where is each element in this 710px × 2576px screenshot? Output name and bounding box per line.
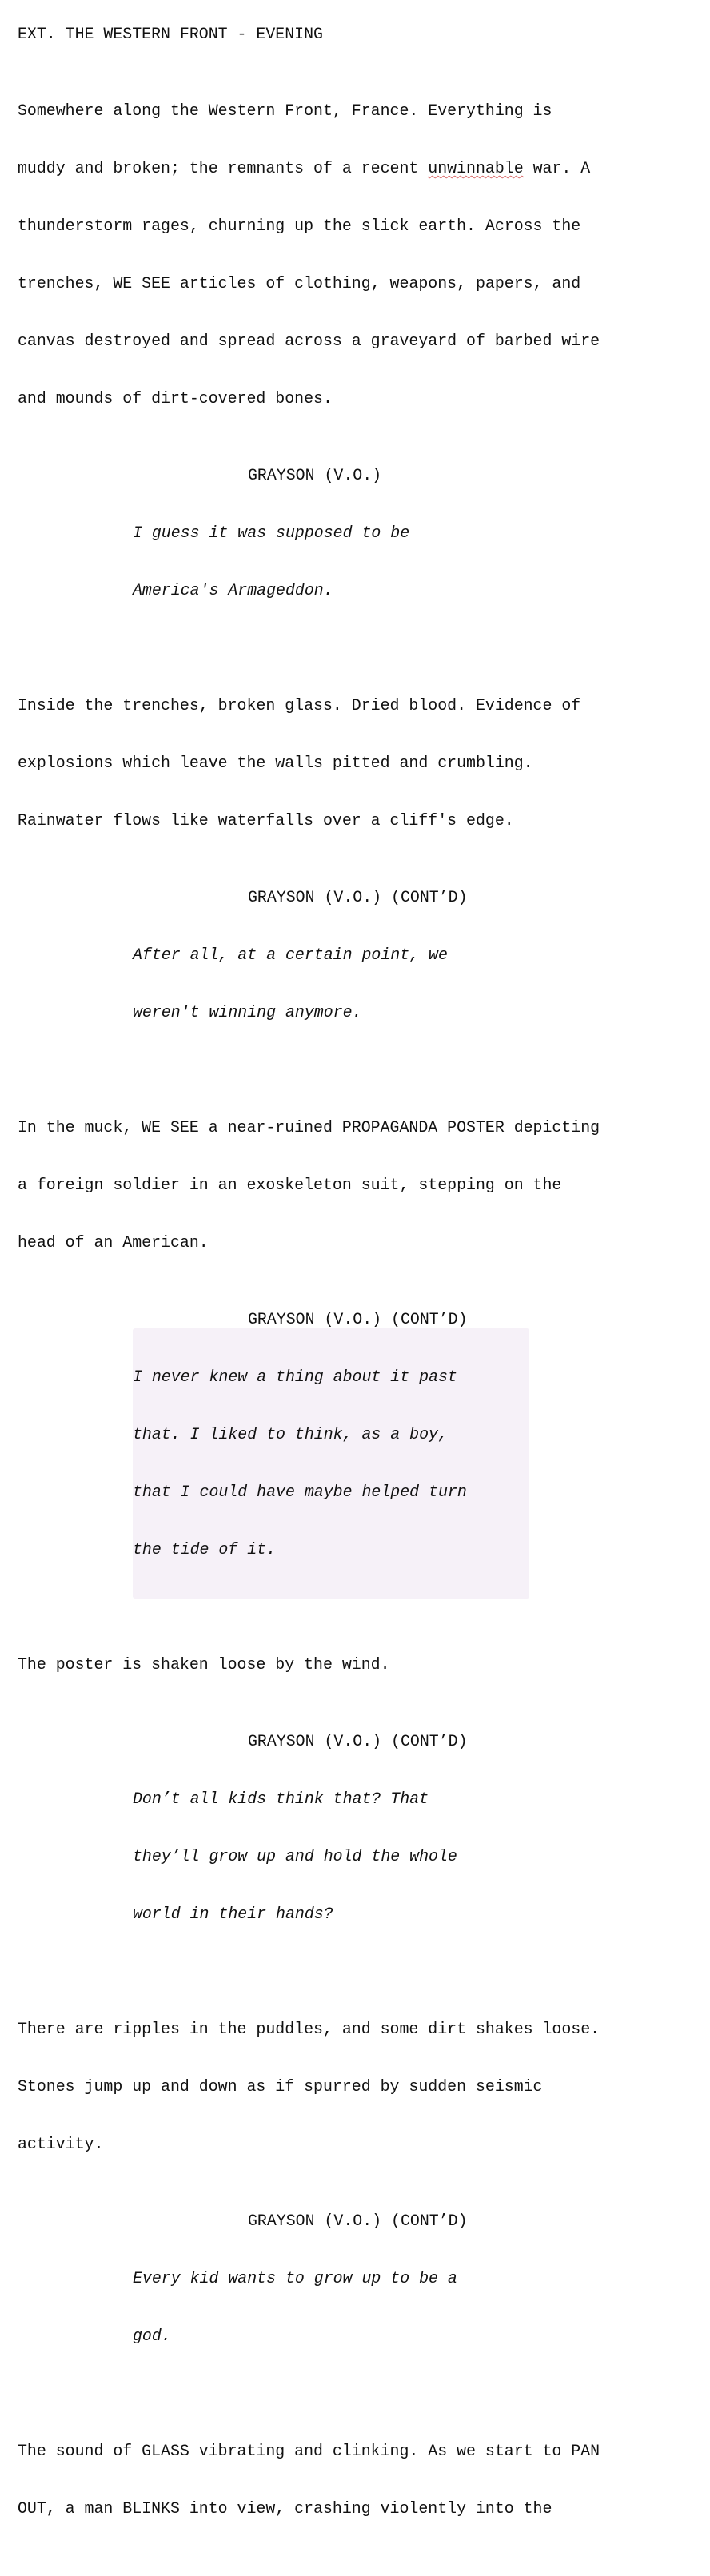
dialogue-line: that. I liked to think, as a boy, <box>133 1425 448 1443</box>
dialogue-block <box>133 1751 529 1962</box>
action-text: war. A <box>523 159 591 177</box>
action-line: a foreign soldier in an exoskeleton suit, stepping on the <box>18 1176 562 1194</box>
character-cue: GRAYSON (V.O.) (CONT’D) <box>248 888 468 906</box>
dialogue-line: America's Armageddon. <box>133 581 333 599</box>
action-text: muddy and broken; the remnants of a recent <box>18 159 429 177</box>
action-line: Stones jump up and down as if spurred by sudden seismic <box>18 2077 543 2096</box>
dialogue-line: Every kid wants to grow up to be a <box>133 2269 457 2287</box>
dialogue-line: world in their hands? <box>133 1905 333 1923</box>
dialogue-line: god. <box>133 2327 171 2345</box>
dialogue-block <box>133 485 529 639</box>
dialogue-line: they’ll grow up and hold the whole <box>133 1847 457 1865</box>
character-cue: GRAYSON (V.O.) (CONT’D) <box>248 1310 468 1328</box>
dialogue-line: After all, at a certain point, we <box>133 946 448 964</box>
dialogue-block <box>133 2231 529 2384</box>
action-block <box>18 1617 710 1713</box>
spellcheck-flagged-word[interactable]: unwinnable <box>428 159 524 177</box>
action-block <box>18 2403 710 2557</box>
action-line: Somewhere along the Western Front, France. Everything is <box>18 102 552 120</box>
action-block <box>18 1080 710 1291</box>
character-cue: GRAYSON (V.O.) <box>248 466 382 484</box>
action-line: The sound of GLASS vibrating and clinking. As we start to PAN <box>18 2442 600 2460</box>
dialogue-line: weren't winning anymore. <box>133 1003 362 1021</box>
action-line: There are ripples in the puddles, and some dirt shakes loose. <box>18 2020 600 2038</box>
character-cue: GRAYSON (V.O.) (CONT’D) <box>248 1732 468 1750</box>
dialogue-line: I never knew a thing about it past <box>133 1368 457 1386</box>
screenplay-page <box>18 25 710 2576</box>
action-block <box>18 63 710 447</box>
action-block <box>18 658 710 869</box>
dialogue-block <box>133 907 529 1061</box>
dialogue-block-selected[interactable] <box>133 1329 529 1598</box>
action-line: Inside the trenches, broken glass. Dried blood. Evidence of <box>18 696 581 715</box>
action-line: trenches, WE SEE articles of clothing, weapons, papers, and <box>18 274 581 293</box>
action-line: In the muck, WE SEE a near-ruined PROPAGANDA POSTER depicting <box>18 1118 600 1137</box>
action-line: The poster is shaken loose by the wind. <box>18 1655 390 1674</box>
dialogue-line: I guess it was supposed to be <box>133 524 410 542</box>
action-line: canvas destroyed and spread across a graveyard of barbed wire <box>18 332 600 350</box>
scene-heading: EXT. THE WESTERN FRONT - EVENING <box>18 25 323 43</box>
action-line: and mounds of dirt-covered bones. <box>18 389 333 408</box>
action-line: thunderstorm rages, churning up the slick earth. Across the <box>18 217 581 235</box>
dialogue-line: the tide of it. <box>133 1540 277 1559</box>
character-cue: GRAYSON (V.O.) (CONT’D) <box>248 2212 468 2230</box>
action-line <box>18 159 710 178</box>
action-line: activity. <box>18 2135 104 2153</box>
dialogue-line: that I could have maybe helped turn <box>133 1483 467 1501</box>
action-line: head of an American. <box>18 1233 209 1252</box>
dialogue-line: Don’t all kids think that? That <box>133 1790 429 1808</box>
action-line: Rainwater flows like waterfalls over a cliff's edge. <box>18 811 514 830</box>
action-line: explosions which leave the walls pitted and crumbling. <box>18 754 533 772</box>
action-line: OUT, a man BLINKS into view, crashing violently into the <box>18 2499 552 2518</box>
action-block <box>18 1981 710 2192</box>
